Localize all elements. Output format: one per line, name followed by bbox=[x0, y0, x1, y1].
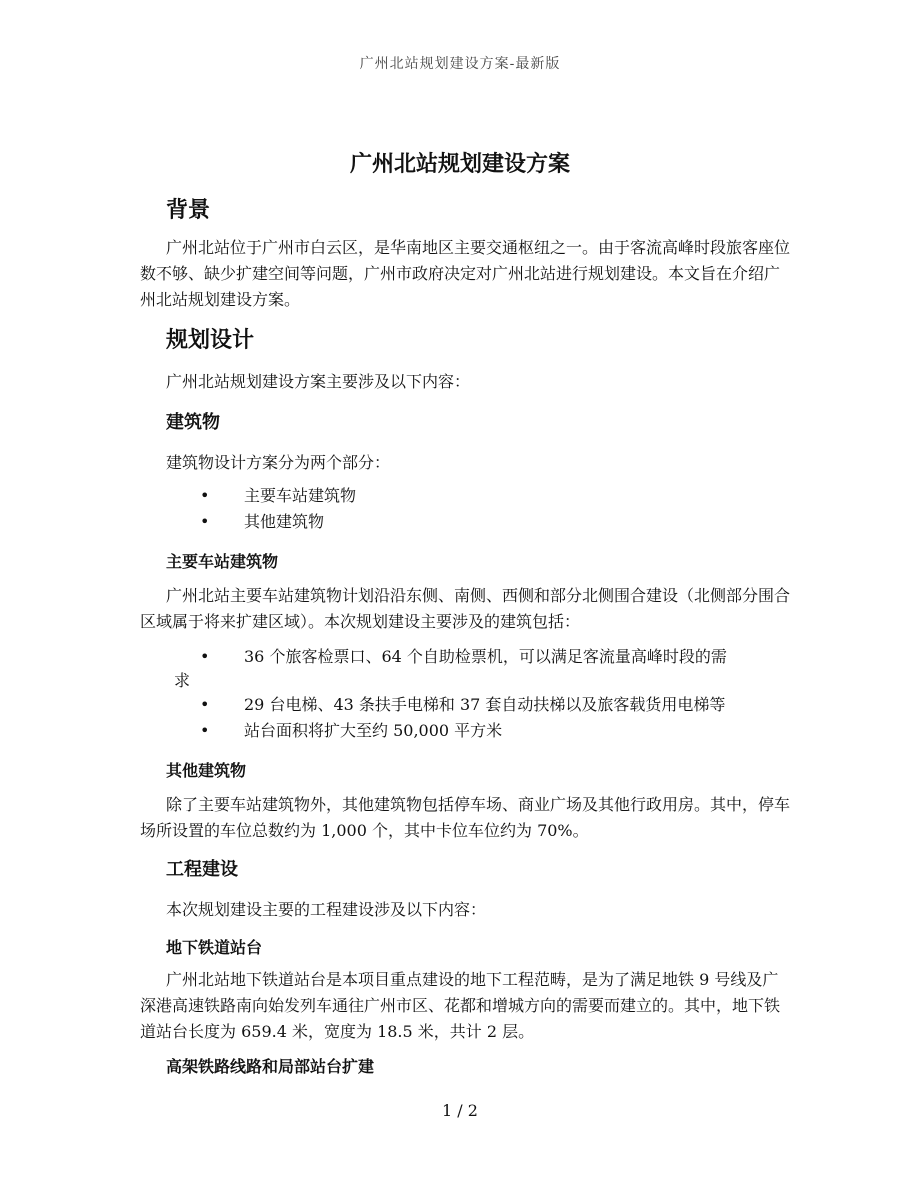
heading-other-buildings: 其他建筑物 bbox=[166, 761, 247, 780]
heading-main-station-buildings: 主要车站建筑物 bbox=[166, 552, 279, 571]
list-item-wrap: 求 bbox=[174, 671, 191, 690]
heading-elevated-railway: 高架铁路线路和局部站台扩建 bbox=[166, 1057, 375, 1076]
paragraph-background: 广州北站位于广州市白云区，是华南地区主要交通枢纽之一。由于客流高峰时段旅客座位数不够、缺少扩建空间等问题，广州市政府决定对广州北站进行规划建设。本文旨在介绍广州北站规划建设方案。 bbox=[140, 238, 791, 309]
paragraph-engineering: 本次规划建设主要的工程建设涉及以下内容： bbox=[166, 900, 487, 919]
paragraph-planning-intro: 广州北站规划建设方案主要涉及以下内容： bbox=[166, 372, 471, 391]
bullet-icon: • bbox=[200, 721, 210, 740]
heading-background: 背景 bbox=[166, 198, 211, 223]
paragraph-buildings: 建筑物设计方案分为两个部分： bbox=[166, 453, 391, 472]
running-header: 广州北站规划建设方案-最新版 bbox=[359, 56, 561, 72]
paragraph-underground-platform: 广州北站地下铁道站台是本项目重点建设的地下工程范畴，是为了满足地铁 9 号线及广深港高速铁路南向始发列车通往广州市区、花都和增城方向的需要而建立的。其中，地下铁道站台长度为 659.4 米，宽度为 18.5 米，共计 2 层。 bbox=[140, 970, 781, 1041]
bullet-icon: • bbox=[200, 647, 210, 666]
heading-buildings: 建筑物 bbox=[166, 412, 220, 433]
paragraph-other-buildings: 除了主要车站建筑物外，其他建筑物包括停车场、商业广场及其他行政用房。其中，停车场所设置的车位总数约为 1,000 个，其中卡位车位约为 70%。 bbox=[140, 795, 791, 840]
document-title: 广州北站规划建设方案 bbox=[349, 152, 570, 177]
paragraph-main-station-buildings: 广州北站主要车站建筑物计划沿沿东侧、南侧、西侧和部分北侧围合建设（北侧部分围合区域属于将来扩建区域）。本次规划建设主要涉及的建筑包括： bbox=[140, 586, 791, 631]
bullet-icon: • bbox=[200, 486, 210, 505]
bullet-icon: • bbox=[200, 512, 210, 531]
heading-planning-design: 规划设计 bbox=[166, 328, 255, 353]
heading-engineering: 工程建设 bbox=[166, 859, 238, 880]
heading-underground-platform: 地下铁道站台 bbox=[166, 938, 263, 957]
bullet-icon: • bbox=[200, 695, 210, 714]
page-indicator: 1 / 2 bbox=[442, 1101, 478, 1120]
